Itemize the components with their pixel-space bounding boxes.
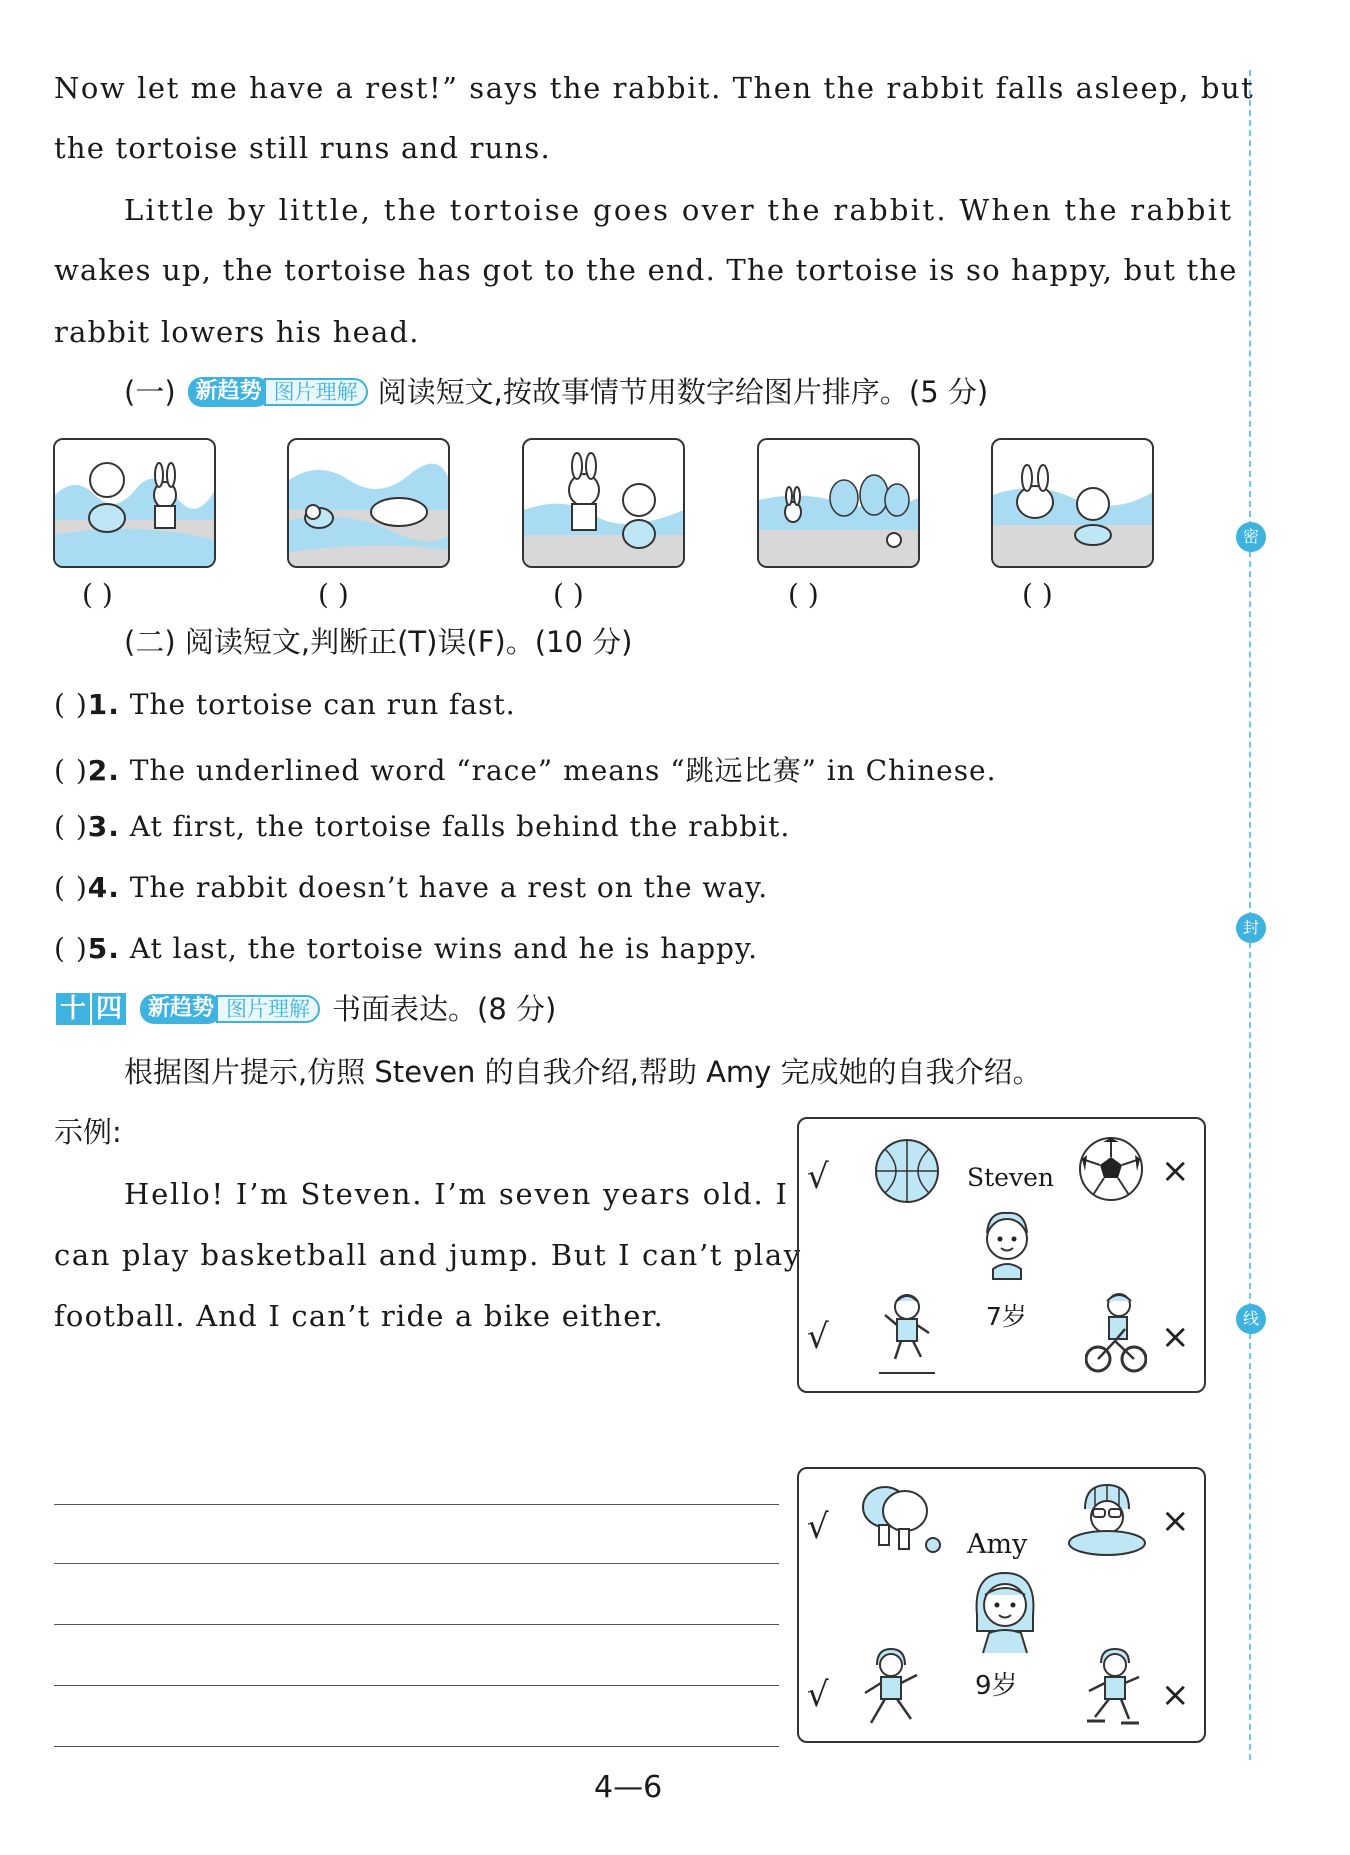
story-picture-5 xyxy=(991,438,1154,568)
steven-name: Steven xyxy=(967,1163,1054,1192)
tf-text-4: The rabbit doesn’t have a rest on the way. xyxy=(129,871,769,904)
jumping-boy-icon xyxy=(875,1289,939,1379)
example-line-3: football. And I can’t ride a bike either. xyxy=(54,1299,664,1333)
part1-prefix: (一) xyxy=(124,374,176,409)
cross-mark-skate: × xyxy=(1161,1675,1190,1715)
section14-title: 书面表达。(8 分) xyxy=(332,991,557,1026)
tf-num-3: 3. xyxy=(87,810,120,843)
steven-age: 7岁 xyxy=(986,1302,1027,1331)
tf-blank-2[interactable]: ( ) xyxy=(54,754,88,787)
page-number: 4—6 xyxy=(594,1770,663,1805)
story-picture-1 xyxy=(53,438,216,568)
tf-item-4 xyxy=(54,871,768,904)
amy-face-icon xyxy=(963,1565,1047,1655)
writing-line-1[interactable] xyxy=(54,1504,779,1505)
cross-mark-bike: × xyxy=(1161,1317,1190,1357)
tf-text-2: The underlined word “race” means “跳远比赛” in Chinese. xyxy=(129,754,997,787)
tf-blank-5[interactable]: ( ) xyxy=(54,932,88,965)
basketball-icon xyxy=(873,1137,941,1205)
passage-line-2: the tortoise still runs and runs. xyxy=(54,131,551,165)
writing-line-4[interactable] xyxy=(54,1685,779,1686)
tf-blank-1[interactable]: ( ) xyxy=(54,688,88,721)
tf-item-3 xyxy=(54,810,790,843)
picture-answer-4[interactable]: ( ) xyxy=(788,578,819,611)
passage-line-4: wakes up, the tortoise has got to the end. The tortoise is so happy, but the xyxy=(54,253,1238,287)
section-number-ten: 十 xyxy=(56,993,90,1025)
check-mark-basketball: √ xyxy=(807,1157,829,1197)
writing-line-2[interactable] xyxy=(54,1563,779,1564)
part1-heading xyxy=(124,374,989,409)
steven-info-box xyxy=(797,1117,1206,1393)
tf-num-2: 2. xyxy=(87,754,120,787)
example-line-2: can play basketball and jump. But I can’t play xyxy=(54,1238,802,1272)
bike-rider-icon xyxy=(1085,1289,1147,1375)
part2-instruction: (二) 阅读短文,判断正(T)误(F)。(10 分) xyxy=(124,625,633,659)
picture-tag: 图片理解 xyxy=(264,378,368,406)
cross-mark-football: × xyxy=(1161,1151,1190,1191)
tf-item-1 xyxy=(54,688,516,721)
example-label: 示例: xyxy=(54,1115,122,1149)
story-picture-4 xyxy=(757,438,920,568)
tf-text-3: At first, the tortoise falls behind the rabbit. xyxy=(129,810,791,843)
side-label-3: 线 xyxy=(1236,1304,1266,1334)
story-picture-2 xyxy=(287,438,450,568)
side-label-1: 密 xyxy=(1236,522,1266,552)
trend-badge: 新趋势 xyxy=(188,377,270,407)
picture-answer-5[interactable]: ( ) xyxy=(1022,578,1053,611)
amy-info-box xyxy=(797,1467,1206,1743)
amy-age: 9岁 xyxy=(975,1671,1018,1701)
tf-num-4: 4. xyxy=(87,871,120,904)
tf-blank-3[interactable]: ( ) xyxy=(54,810,88,843)
passage-line-3: Little by little, the tortoise goes over the rabbit. When the rabbit xyxy=(124,193,1234,227)
writing-line-5[interactable] xyxy=(54,1746,779,1747)
section-number-four: 四 xyxy=(92,993,126,1025)
tf-num-1: 1. xyxy=(87,688,120,721)
picture-answer-2[interactable]: ( ) xyxy=(318,578,349,611)
picture-tag-2: 图片理解 xyxy=(216,995,320,1023)
check-mark-run: √ xyxy=(807,1675,829,1715)
writing-line-3[interactable] xyxy=(54,1624,779,1625)
story-picture-3 xyxy=(522,438,685,568)
football-icon xyxy=(1077,1135,1145,1203)
tf-item-2 xyxy=(54,749,997,789)
check-mark-ping-pong: √ xyxy=(807,1507,829,1547)
check-mark-jump: √ xyxy=(807,1317,829,1357)
skating-icon xyxy=(1077,1647,1147,1733)
side-label-2: 封 xyxy=(1236,913,1266,943)
passage-line-5: rabbit lowers his head. xyxy=(54,315,420,349)
passage-line-1: Now let me have a rest!” says the rabbit. Then the rabbit falls asleep, but xyxy=(54,71,1255,105)
tf-num-5: 5. xyxy=(87,932,120,965)
part1-instruction: 阅读短文,按故事情节用数字给图片排序。(5 分) xyxy=(377,374,989,409)
section14-instruction: 根据图片提示,仿照 Steven 的自我介绍,帮助 Amy 完成她的自我介绍。 xyxy=(124,1055,1042,1089)
picture-answer-1[interactable]: ( ) xyxy=(82,578,113,611)
tf-blank-4[interactable]: ( ) xyxy=(54,871,88,904)
picture-answer-3[interactable]: ( ) xyxy=(553,578,584,611)
tf-text-5: At last, the tortoise wins and he is happy. xyxy=(129,932,758,965)
trend-badge-2: 新趋势 xyxy=(140,994,222,1024)
section14-heading xyxy=(56,993,556,1025)
example-line-1: Hello! I’m Steven. I’m seven years old. I xyxy=(124,1177,789,1211)
swimming-icon xyxy=(1063,1479,1151,1559)
ping-pong-icon xyxy=(855,1481,945,1561)
amy-name: Amy xyxy=(967,1529,1028,1560)
running-girl-icon xyxy=(855,1647,925,1733)
steven-face-icon xyxy=(979,1207,1035,1281)
tf-text-1: The tortoise can run fast. xyxy=(129,688,516,721)
tf-item-5 xyxy=(54,932,758,965)
cross-mark-swim: × xyxy=(1161,1501,1190,1541)
